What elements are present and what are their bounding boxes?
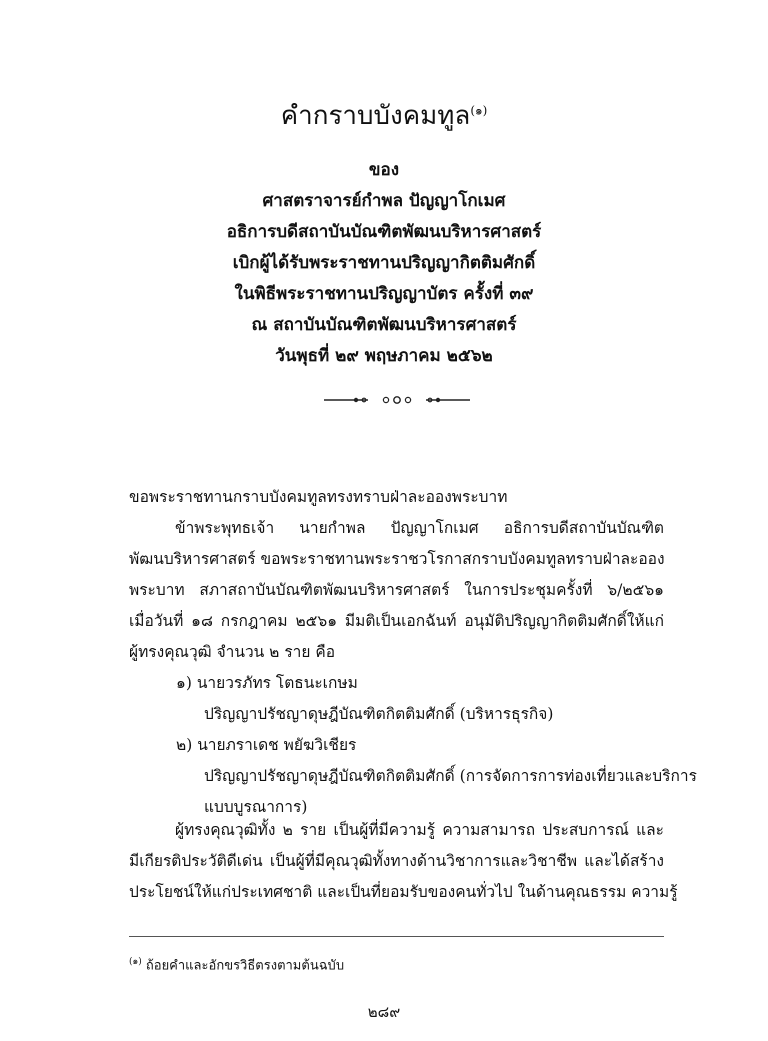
header-line: อธิการบดีสถาบันบัณฑิตพัฒนบริหารศาสตร์ xyxy=(226,222,542,242)
header-line: วันพุธที่ ๒๙ พฤษภาคม ๒๕๖๒ xyxy=(275,346,493,366)
paragraph-line: ผู้ทรงคุณวุฒิทั้ง ๒ ราย เป็นผู้ที่มีความรู้ ความสามารถ ประสบการณ์ และ xyxy=(175,821,664,839)
recipient-degree: แบบบูรณาการ) xyxy=(204,798,308,816)
footnote-text: ถ้อยคำและอักขรวิธีตรงตามต้นฉบับ xyxy=(145,958,345,974)
page-number: ๒๘๙ xyxy=(367,1003,401,1021)
document-title xyxy=(0,95,768,136)
paragraph-line: พัฒนบริหารศาสตร์ ขอพระราชทานพระราชวโรกาสกราบบังคมทูลทราบฝ่าละออง xyxy=(129,550,665,568)
header-line: ของ xyxy=(368,160,400,180)
salutation-text: ขอพระราชทานกราบบังคมทูลทรงทราบฝ่าละอองพระบาท xyxy=(129,488,508,506)
salutation xyxy=(129,482,664,513)
header-line: เบิกผู้ได้รับพระราชทานปริญญากิตติมศักดิ์ xyxy=(232,253,536,273)
header-line: ในพิธีพระราชทานปริญญาบัตร ครั้งที่ ๓๙ xyxy=(234,284,534,304)
recipient-name: ๑) นายวรภัทร โตธนะเกษม xyxy=(176,674,358,692)
paragraph-line: ข้าพระพุทธเจ้า นายกำพล ปัญญาโกเมศ อธิการบดีสถาบันบัณฑิต xyxy=(175,519,664,537)
footnote-separator xyxy=(129,936,664,937)
footnote xyxy=(129,954,344,975)
ornament-divider-icon xyxy=(324,392,470,408)
title-footnote-mark: (๑) xyxy=(470,103,488,118)
header-line: ศาสตราจารย์กำพล ปัญญาโกเมศ xyxy=(262,191,506,211)
recipient-list xyxy=(176,668,697,823)
paragraph-1 xyxy=(129,513,664,668)
recipient-degree: ปริญญาปรัชญาดุษฎีบัณฑิตกิตติมศักดิ์ (การจัดการการท่องเที่ยวและบริการ xyxy=(204,767,697,785)
recipient-degree: ปริญญาปรัชญาดุษฎีบัณฑิตกิตติมศักดิ์ (บริหารธุรกิจ) xyxy=(204,705,554,723)
paragraph-line: มีเกียรติประวัติดีเด่น เป็นผู้ที่มีคุณวุฒิทั้งทางด้านวิชาการและวิชาชีพ และได้สร้าง xyxy=(129,852,664,870)
recipient-name: ๒) นายภราเดช พยัฆวิเชียร xyxy=(176,736,357,754)
paragraph-line: ผู้ทรงคุณวุฒิ จำนวน ๒ ราย คือ xyxy=(129,643,336,661)
paragraph-line: ประโยชน์ให้แก่ประเทศชาติ และเป็นที่ยอมรับของคนทั่วไป ในด้านคุณธรรม ความรู้ xyxy=(129,883,678,901)
title-text: คำกราบบังคมทูล xyxy=(280,101,471,131)
header-line: ณ สถาบันบัณฑิตพัฒนบริหารศาสตร์ xyxy=(251,315,517,335)
paragraph-2 xyxy=(129,815,678,908)
paragraph-line: เมื่อวันที่ ๑๘ กรกฎาคม ๒๕๖๑ มีมติเป็นเอกฉันท์ อนุมัติปริญญากิตติมศักดิ์ให้แก่ xyxy=(129,612,664,630)
footnote-mark: (๑) xyxy=(129,957,142,967)
paragraph-line: พระบาท สภาสถาบันบัณฑิตพัฒนบริหารศาสตร์ ในการประชุมครั้งที่ ๖/๒๕๖๑ xyxy=(129,581,664,599)
header-block xyxy=(0,155,768,372)
